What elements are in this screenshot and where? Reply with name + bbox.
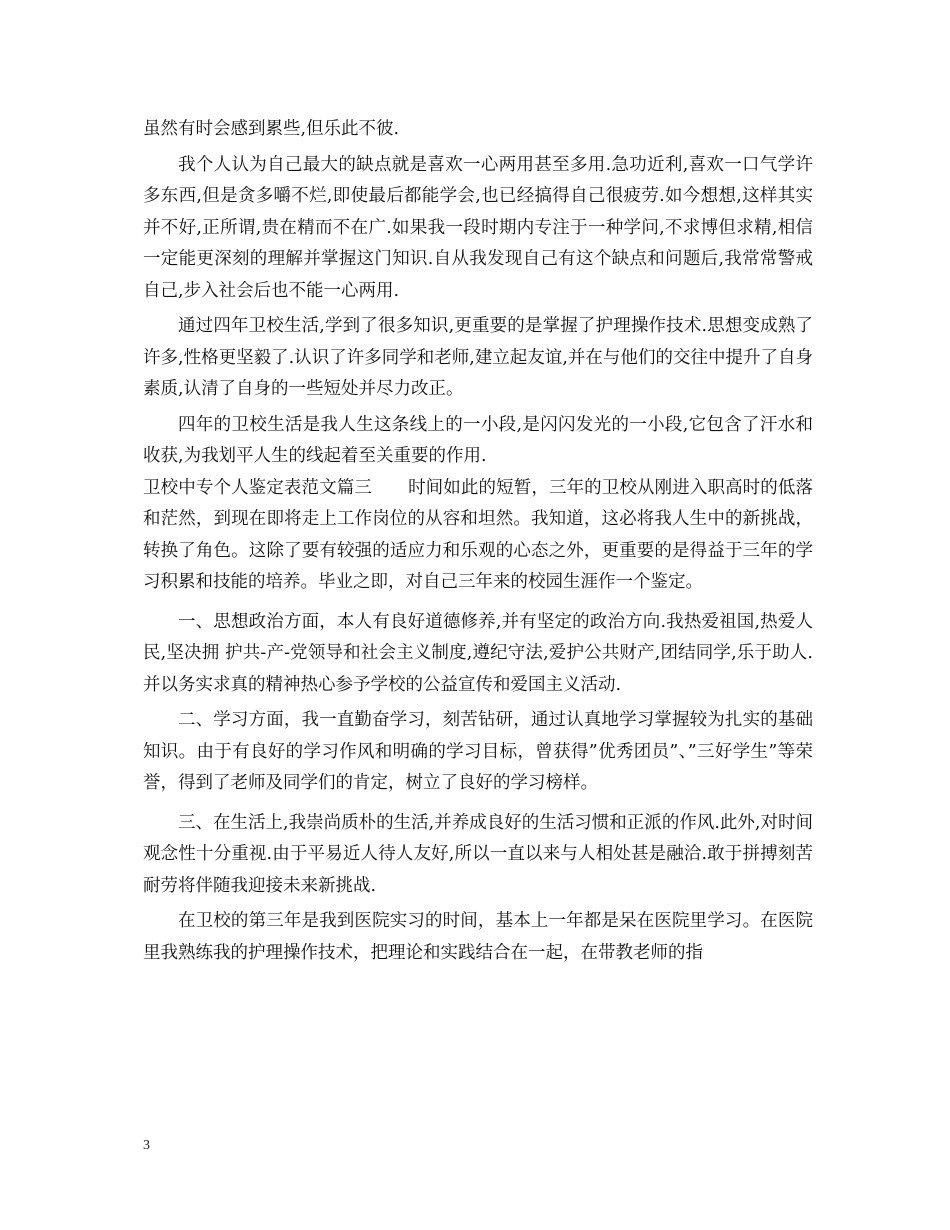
section-heading: 卫校中专个人鉴定表范文篇三 — [143, 477, 372, 498]
paragraph-four-years: 通过四年卫校生活,学到了很多知识,更重要的是掌握了护理操作技术.思想变成熟了许多,性格更坚毅了.认识了许多同学和老师,建立起友谊,并在与他们的交往中提升了自身素质,认清了自身的一些短处并尽力改正。 — [143, 316, 813, 399]
paragraph-continued: 虽然有时会感到累些,但乐此不彼. — [143, 119, 400, 139]
page-number: 3 — [143, 1138, 150, 1153]
paragraph-life: 三、在生活上,我崇尚质朴的生活,并养成良好的生活习惯和正派的作风.此外,对时间观念性十分重视.由于平易近人待人友好,所以一直以来与人相处甚是融洽.敢于拼搏刻苦耐劳将伴随我迎接未来新挑战. — [143, 812, 813, 896]
paragraph-internship: 在卫校的第三年是我到医院实习的时间，基本上一年都是呆在医院里学习。在医院里我熟练我的护理操作技术，把理论和实践结合在一起，在带教老师的指 — [143, 911, 813, 963]
section-three — [143, 473, 813, 599]
paragraph-life-segment: 四年的卫校生活是我人生这条线上的一小段,是闪闪发光的一小段,它包含了汗水和收获,为我划平人生的线起着至关重要的作用. — [143, 414, 813, 466]
paragraph-study: 二、学习方面，我一直勤奋学习，刻苦钻研，通过认真地学习掌握较为扎实的基础知识。由于有良好的学习作风和明确的学习目标，曾获得”优秀团员”、”三好学生”等荣誉，得到了老师及同学们的肯定，树立了良好的学习榜样。 — [143, 710, 813, 793]
paragraph-shortcoming: 我个人认为自己最大的缺点就是喜欢一心两用甚至多用.急功近利,喜欢一口气学许多东西,但是贪多嚼不烂,即使最后都能学会,也已经搞得自己很疲劳.如今想想,这样其实并不好,正所谓,贵在精而不在广.如果我一段时期内专注于一种学问,不求博但求精,相信一定能更深刻的理解并掌握这门知识.自从我发现自己有这个缺点和问题后,我常常警戒自己,步入社会后也不能一心两用. — [143, 154, 813, 301]
section-intro: 时间如此的短暂，三年的卫校从刚进入职高时的低落和茫然，到现在即将走上工作岗位的从容和坦然。我知道，这必将我人生中的新挑战，转换了角色。这除了要有较强的适应力和乐观的心态之外，更重要的是得益于三年的学习积累和技能的培养。毕业之即，对自己三年来的校园生涯作一个鉴定。 — [143, 477, 814, 592]
paragraph-politics: 一、思想政治方面，本人有良好道德修养,并有坚定的政治方向.我热爱祖国,热爱人民,坚决拥 护共-产-党领导和社会主义制度,遵纪守法,爱护公共财产,团结同学,乐于助人.并以务实求真的精神热心参予学校的公益宣传和爱国主义活动. — [143, 611, 813, 695]
document-body — [143, 114, 813, 969]
